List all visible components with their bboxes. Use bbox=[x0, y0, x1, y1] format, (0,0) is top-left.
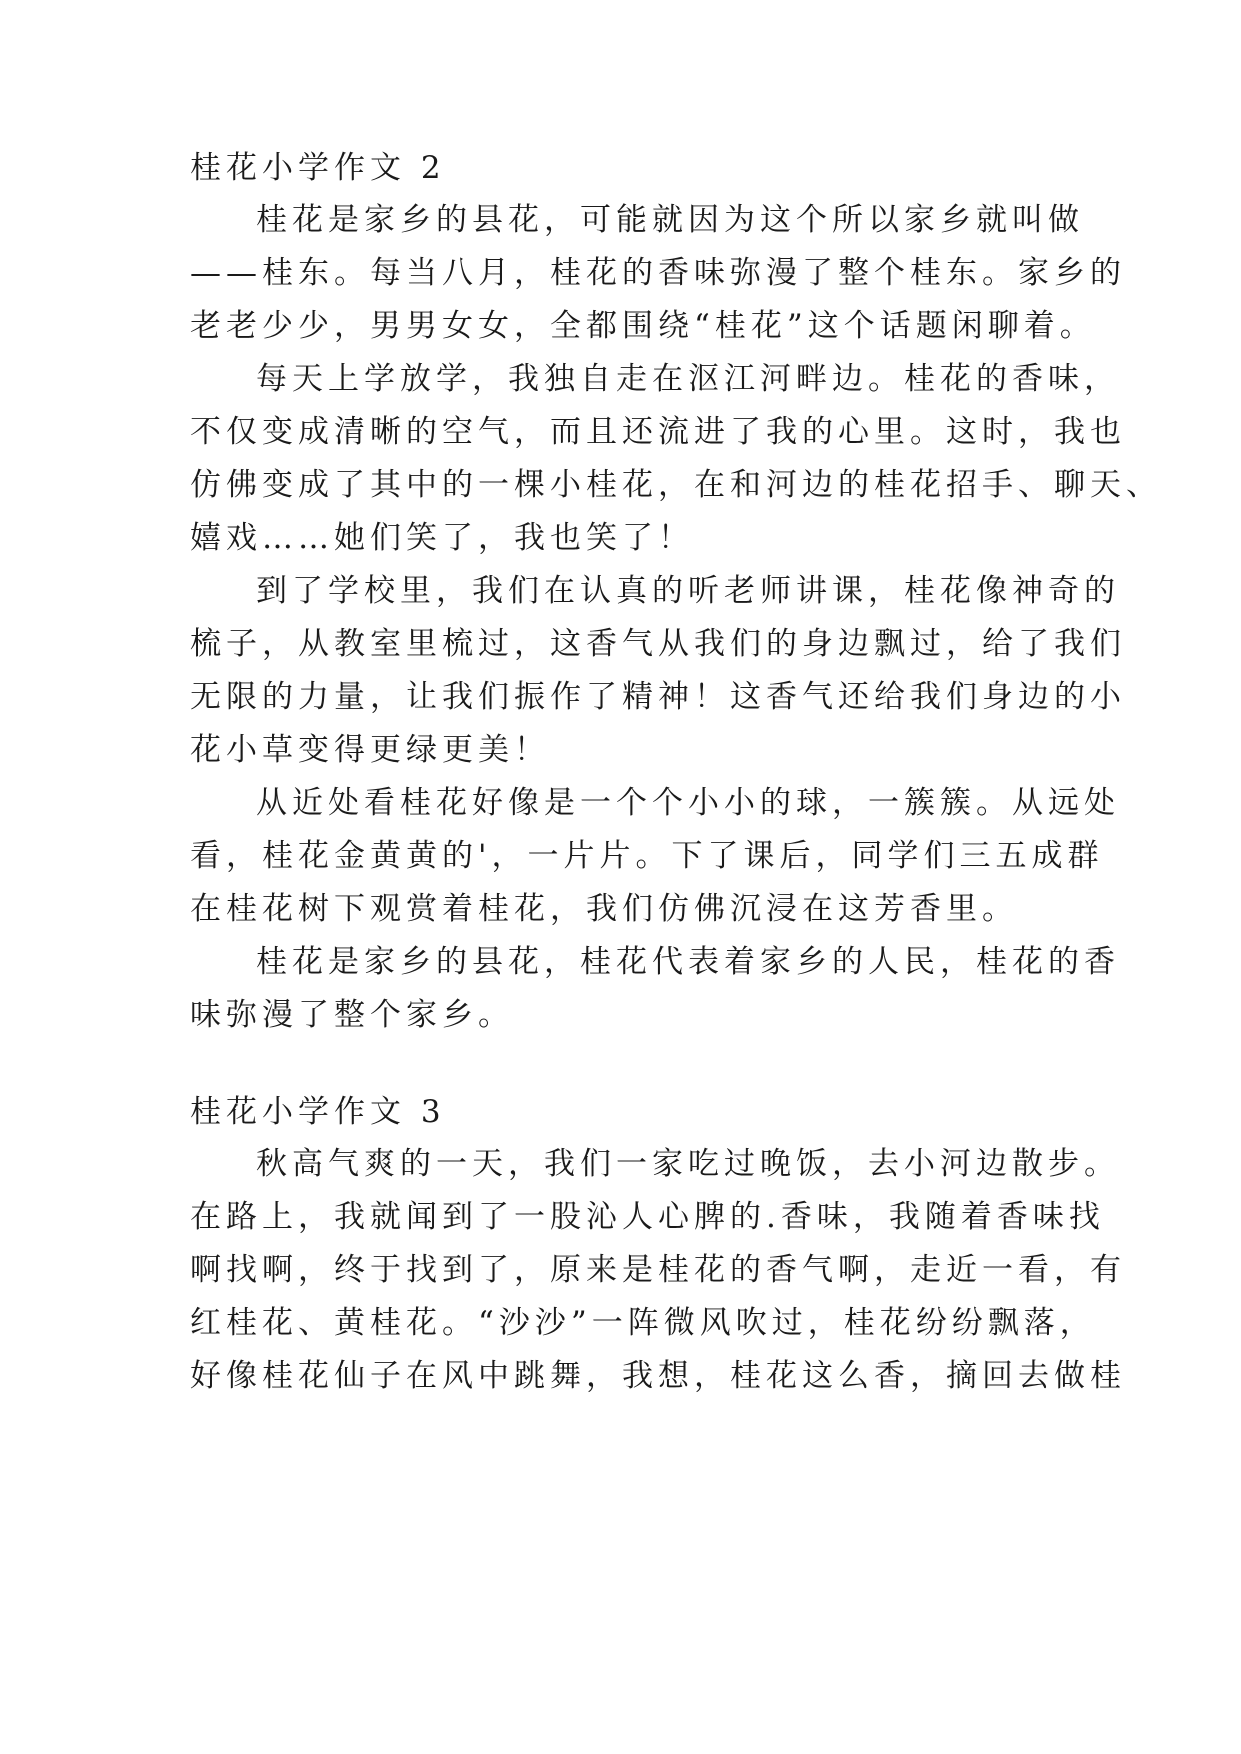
paragraph-line: 好像桂花仙子在风中跳舞，我想，桂花这么香，摘回去做桂 bbox=[190, 1358, 1126, 1394]
paragraph-line: 梳子，从教室里梳过，这香气从我们的身边飘过，给了我们 bbox=[190, 626, 1126, 662]
paragraph-line: 秋高气爽的一天，我们一家吃过晚饭，去小河边散步。 bbox=[256, 1146, 1120, 1182]
paragraph-line: 桂花是家乡的县花，桂花代表着家乡的人民，桂花的香 bbox=[256, 944, 1120, 980]
paragraph-line: 味弥漫了整个家乡。 bbox=[190, 997, 514, 1033]
paragraph-line: 花小草变得更绿更美！ bbox=[190, 732, 550, 768]
paragraph-line: 到了学校里，我们在认真的听老师讲课，桂花像神奇的 bbox=[256, 573, 1120, 609]
paragraph-line: 看，桂花金黄黄的'，一片片。下了课后，同学们三五成群 bbox=[190, 838, 1104, 874]
section-heading: 桂花小学作文 3 bbox=[190, 1094, 446, 1130]
paragraph-line: 每天上学放学，我独自走在沤江河畔边。桂花的香味， bbox=[256, 361, 1120, 397]
paragraph-line: 不仅变成清晰的空气，而且还流进了我的心里。这时，我也 bbox=[190, 414, 1126, 450]
paragraph-line: 仿佛变成了其中的一棵小桂花，在和河边的桂花招手、聊天、 bbox=[190, 467, 1162, 503]
paragraph-line: 在路上，我就闻到了一股沁人心脾的.香味，我随着香味找 bbox=[190, 1199, 1105, 1235]
paragraph-line: ——桂东。每当八月，桂花的香味弥漫了整个桂东。家乡的 bbox=[190, 255, 1126, 291]
section-heading: 桂花小学作文 2 bbox=[190, 150, 446, 186]
paragraph-line: 老老少少，男男女女，全都围绕“桂花”这个话题闲聊着。 bbox=[190, 308, 1096, 344]
paragraph-line: 在桂花树下观赏着桂花，我们仿佛沉浸在这芳香里。 bbox=[190, 891, 1018, 927]
paragraph-line: 从近处看桂花好像是一个个小小的球，一簇簇。从远处 bbox=[256, 785, 1120, 821]
paragraph-line: 红桂花、黄桂花。“沙沙”一阵微风吹过，桂花纷纷飘落， bbox=[190, 1305, 1096, 1341]
paragraph-line: 啊找啊，终于找到了，原来是桂花的香气啊，走近一看，有 bbox=[190, 1252, 1126, 1288]
paragraph-line: 桂花是家乡的县花，可能就因为这个所以家乡就叫做 bbox=[256, 202, 1084, 238]
paragraph-line: 嬉戏……她们笑了，我也笑了！ bbox=[190, 520, 694, 556]
paragraph-line: 无限的力量，让我们振作了精神！这香气还给我们身边的小 bbox=[190, 679, 1126, 715]
